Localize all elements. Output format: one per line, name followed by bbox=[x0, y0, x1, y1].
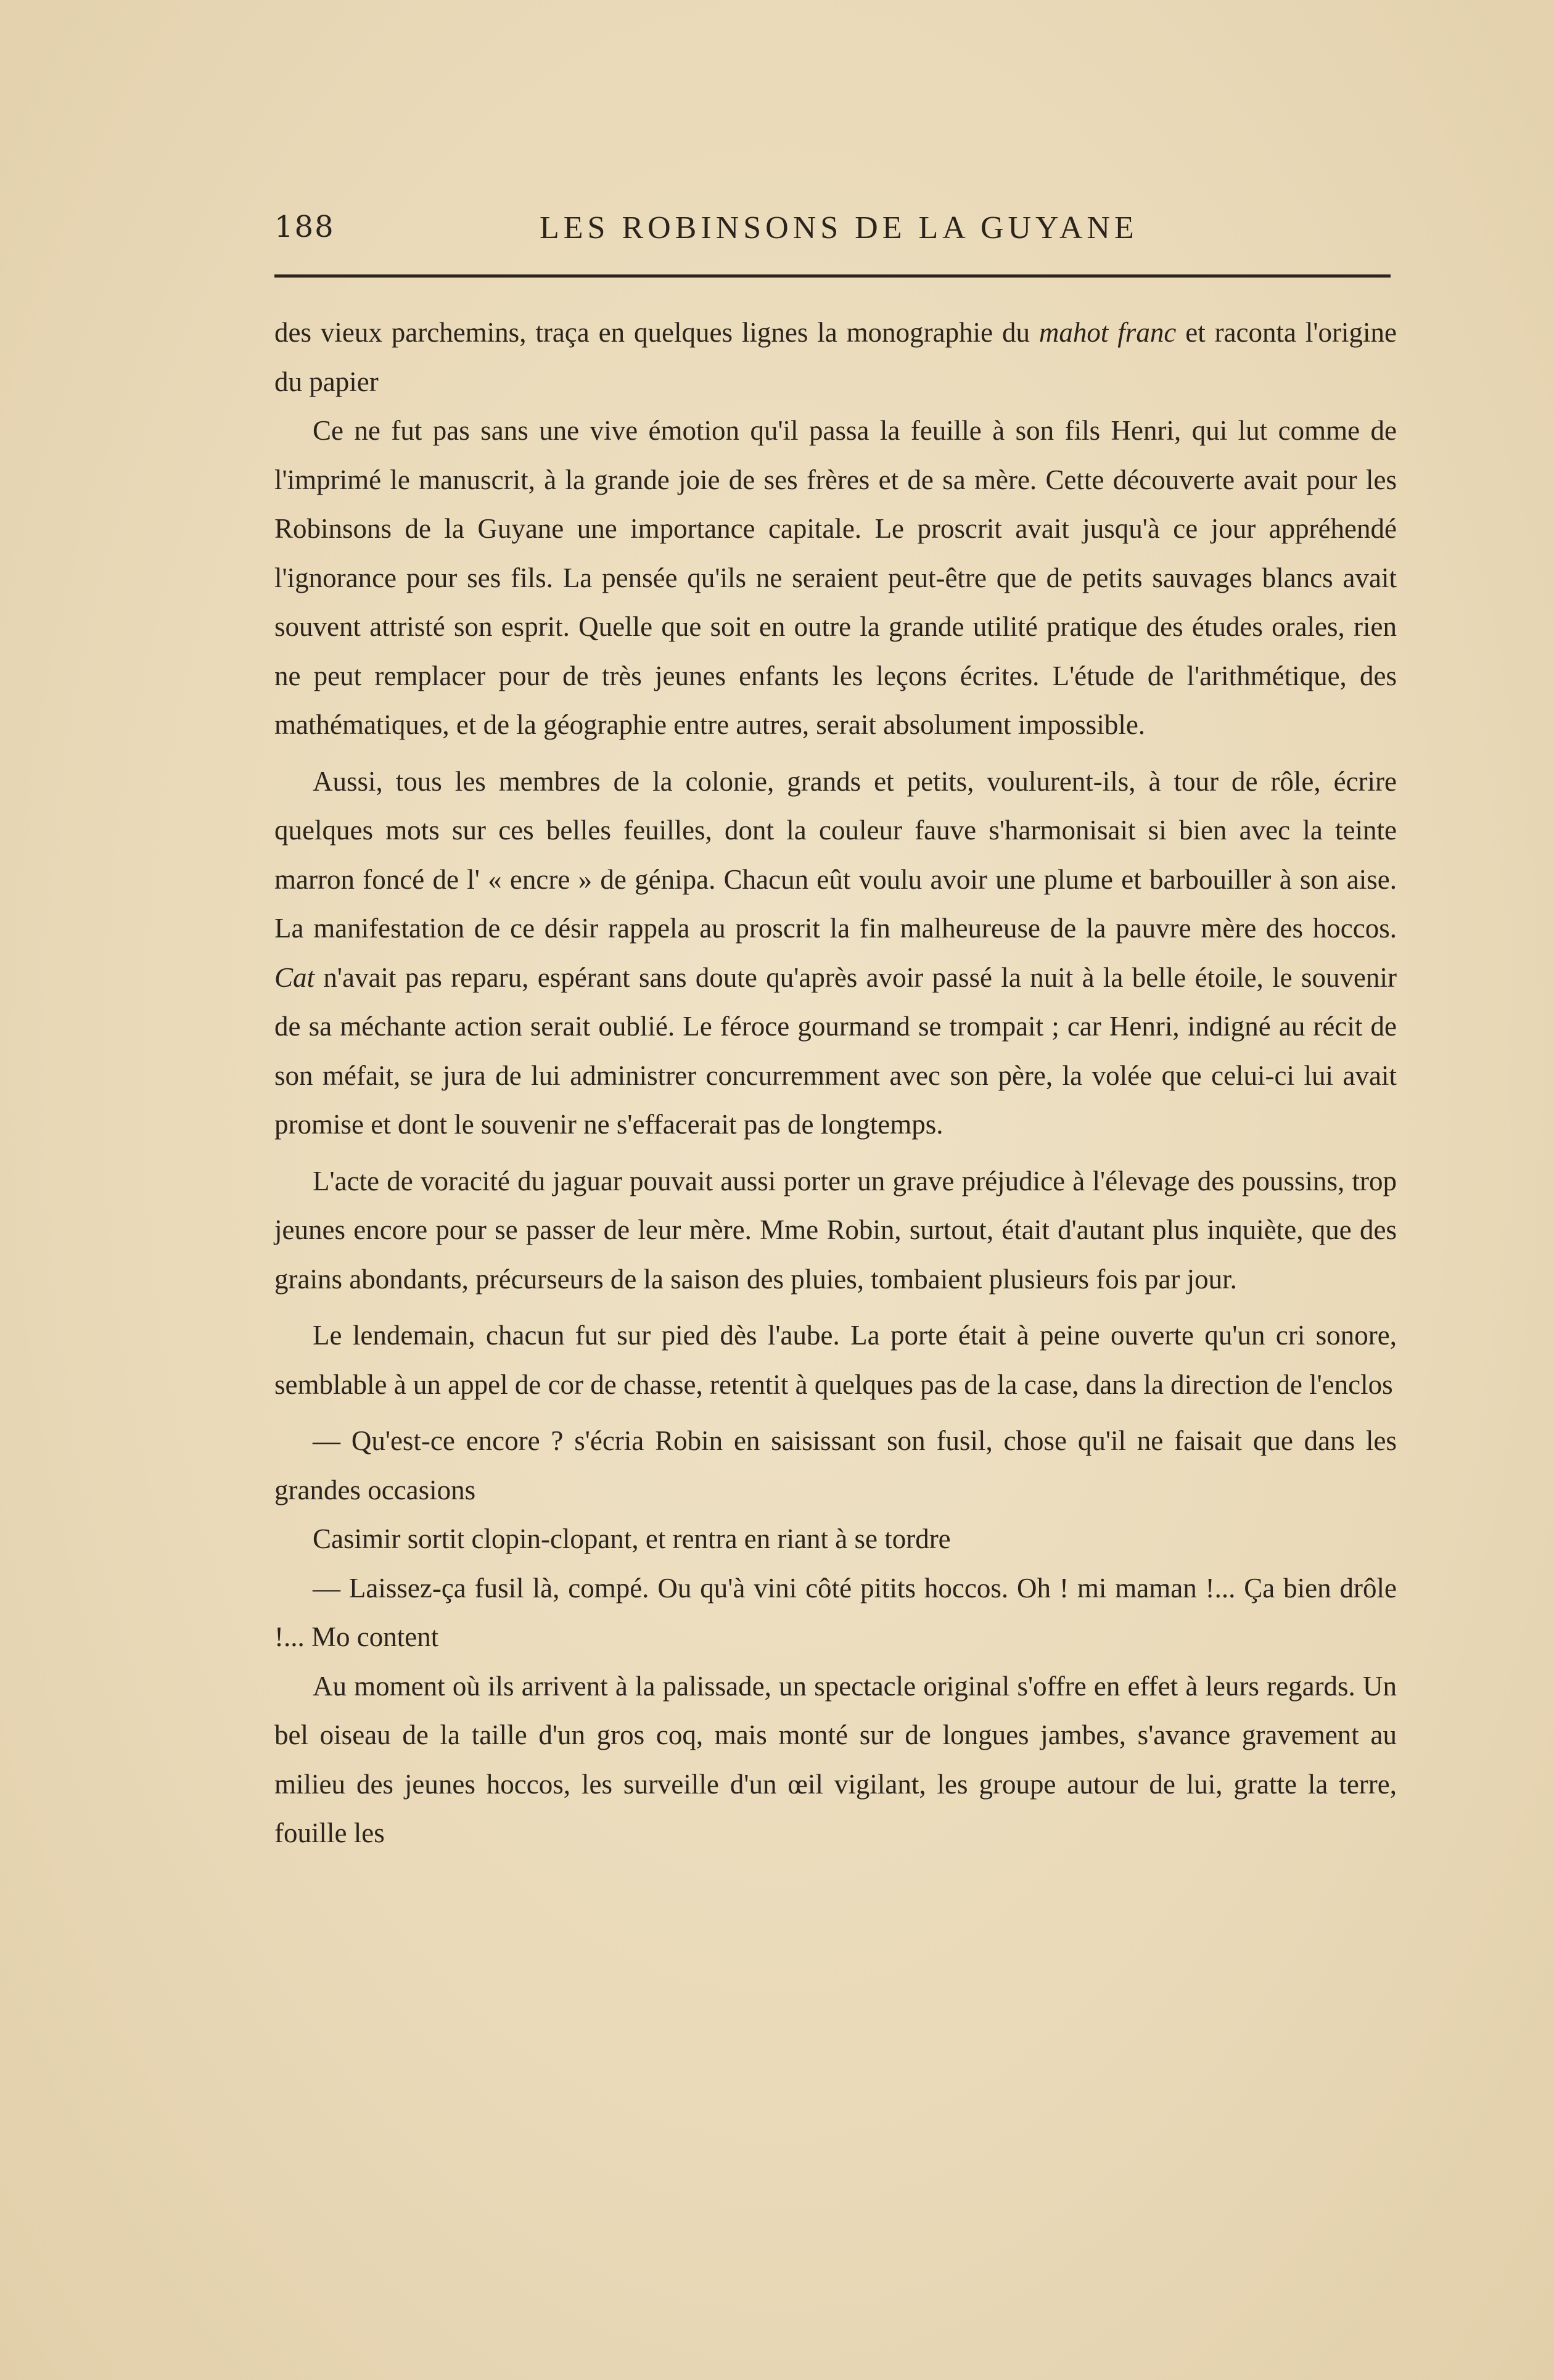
paragraph-8: — Laissez-ça fusil là, compé. Ou qu'à vini côté pitits hoccos. Oh ! mi maman !... Ça bien drôle !... Mo content bbox=[274, 1572, 1397, 1652]
paragraph-5: Le lendemain, chacun fut sur pied dès l'aube. La porte était à peine ouverte qu'un cri sonore, semblable à un appel de cor de chasse, retentit à quelques pas de la case, dans la direction de l'enclos bbox=[274, 1320, 1397, 1400]
paragraph-1-italic: mahot franc bbox=[1038, 317, 1177, 348]
paragraph-3 bbox=[274, 757, 1397, 1150]
paragraph-1-text-a: des vieux parchemins, traça en quelques lignes la monographie du bbox=[274, 317, 1039, 348]
header-rule bbox=[274, 274, 1391, 278]
page-header bbox=[274, 210, 1391, 259]
paragraph-9: Au moment où ils arrivent à la palissade, un spectacle original s'offre en effet à leurs regards. Un bel oiseau de la taille d'un gros coq, mais monté sur de longues jambes, s'avance gravement au milieu des jeunes hoccos, les surveille d'un œil vigilant, les groupe autour de lui, gratte la terre, fouille les bbox=[274, 1670, 1397, 1848]
page-number: 188 bbox=[274, 210, 335, 244]
running-title: LES ROBINSONS DE LA GUYANE bbox=[540, 210, 1138, 245]
paragraph-3-text-a: Aussi, tous les membres de la colonie, grands et petits, voulurent-ils, à tour de rôle, écrire quelques mots sur ces belles feuilles, dont la couleur fauve s'harmonisait si bien avec la teinte marron foncé de l' « encre » de génipa. Chacun eût voulu avoir une plume et barbouiller à son aise. La manifestation de ce désir rappela au proscrit la fin malheureuse de la pauvre mère des hoccos. bbox=[274, 765, 1397, 944]
paragraph-1-text-b: et raconta l'origine du papier bbox=[274, 317, 1397, 397]
paragraph-4: L'acte de voracité du jaguar pouvait aussi porter un grave préjudice à l'élevage des poussins, trop jeunes encore pour se passer de leur mère. Mme Robin, surtout, était d'autant plus inquiète, que des grains abondants, précurseurs de la saison des pluies, tombaient plusieurs fois par jour. bbox=[274, 1165, 1397, 1295]
paragraph-3-italic: Cat bbox=[274, 961, 315, 993]
paragraph-7: Casimir sortit clopin-clopant, et rentra en riant à se tordre bbox=[313, 1523, 951, 1554]
body-text bbox=[274, 308, 1397, 1858]
paragraph-3-text-b: n'avait pas reparu, espérant sans doute qu'après avoir passé la nuit à la belle étoile, le souvenir de sa méchante action serait oublié. Le féroce gourmand se trompait ; car Henri, indigné au récit de son méfait, se jura de lui administrer concurremment avec son père, la volée que celui-ci lui avait promise et dont le souvenir ne s'effacerait pas de longtemps. bbox=[274, 961, 1397, 1140]
paragraph-2: Ce ne fut pas sans une vive émotion qu'il passa la feuille à son fils Henri, qui lut comme de l'imprimé le manuscrit, à la grande joie de ses frères et de sa mère. Cette découverte avait pour les Robinsons de la Guyane une importance capitale. Le proscrit avait jusqu'à ce jour appréhendé l'ignorance pour ses fils. La pensée qu'ils ne seraient peut-être que de petits sauvages blancs avait souvent attristé son esprit. Quelle que soit en outre la grande utilité pratique des études orales, rien ne peut remplacer pour de très jeunes enfants les leçons écrites. L'étude de l'arithmétique, des mathématiques, et de la géographie entre autres, serait absolument impossible. bbox=[274, 415, 1397, 740]
paragraph-1 bbox=[274, 308, 1397, 406]
paragraph-6: — Qu'est-ce encore ? s'écria Robin en saisissant son fusil, chose qu'il ne faisait que dans les grandes occasions bbox=[274, 1425, 1397, 1505]
